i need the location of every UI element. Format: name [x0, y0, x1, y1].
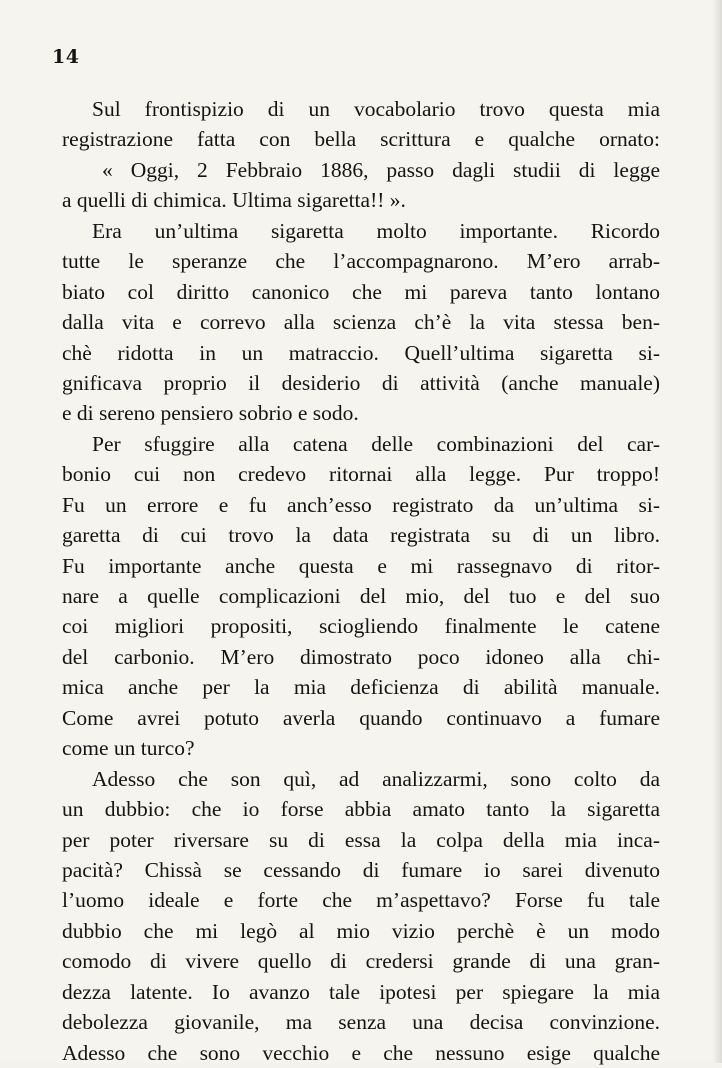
text-line: dubbio che mi legò al mio vizio perchè è un modo [62, 918, 660, 943]
text-line: biato col diritto canonico che mi pareva tanto lontano [62, 279, 660, 304]
text-line: a quelli di chimica. Ultima sigaretta!! ». [62, 188, 406, 213]
text-line: nare a quelle complicazioni del mio, del tuo e del suo [62, 584, 660, 608]
text-line: Sul frontispizio di un vocabolario trovo questa mia [92, 97, 660, 121]
text-line: del carbonio. M’ero dimostrato poco idoneo alla chi- [62, 644, 660, 669]
text-line: e di sereno pensiero sobrio e sodo. [62, 401, 359, 426]
text-line: Era un’ultima sigaretta molto importante. Ricordo [92, 218, 660, 243]
text-line: un dubbio: che io forse abbia amato tanto la sigaretta [62, 797, 660, 822]
page-edge-shadow [712, 0, 722, 1063]
text-line: l’uomo ideale e forte che m’aspettavo? Forse fu tale [62, 888, 660, 913]
text-line: Adesso che sono vecchio e che nessuno esige qualche [62, 1040, 660, 1065]
text-line: dezza latente. Io avanzo tale ipotesi per spiegare la mia [62, 979, 660, 1004]
text-line: Per sfuggire alla catena delle combinazioni del car- [92, 431, 660, 456]
text-line: comodo di vivere quello di credersi grande di una gran- [62, 949, 660, 974]
text-line: Come avrei potuto averla quando continuavo a fumare [62, 705, 660, 730]
text-line: tutte le speranze che l’accompagnarono. M’ero arrab- [62, 249, 660, 274]
text-line: debolezza giovanile, ma senza una decisa convinzione. [62, 1010, 660, 1035]
text-line: Adesso che son quì, ad analizzarmi, sono colto da [92, 766, 660, 791]
text-line: gnificava proprio il desiderio di attività (anche manuale) [62, 370, 660, 395]
text-line: bonio cui non credevo ritornai alla legge. Pur troppo! [62, 462, 660, 487]
text-line: come un turco? [62, 736, 195, 761]
text-line: Fu importante anche questa e mi rassegnavo di ritor- [62, 553, 660, 578]
text-line: chè ridotta in un matraccio. Quell’ultima sigaretta si- [62, 340, 660, 365]
text-line: per poter riversare su di essa la colpa della mia inca- [62, 827, 660, 852]
body-text [62, 94, 660, 1068]
text-line: dalla vita e correvo alla scienza ch’è la vita stessa ben- [62, 310, 660, 335]
text-line: pacità? Chissà se cessando di fumare io sarei divenuto [62, 857, 660, 882]
text-line: mica anche per la mia deficienza di abilità manuale. [62, 675, 660, 700]
page-number: 14 [52, 46, 80, 68]
text-line: registrazione fatta con bella scrittura e qualche ornato: [62, 127, 660, 152]
text-line: Fu un errore e fu anch’esso registrato da un’ultima si- [62, 492, 660, 517]
text-line: coi migliori propositi, sciogliendo finalmente le catene [62, 614, 660, 639]
text-line: garetta di cui trovo la data registrata su di un libro. [62, 523, 660, 548]
text-line: « Oggi, 2 Febbraio 1886, passo dagli studii di legge [102, 157, 660, 182]
